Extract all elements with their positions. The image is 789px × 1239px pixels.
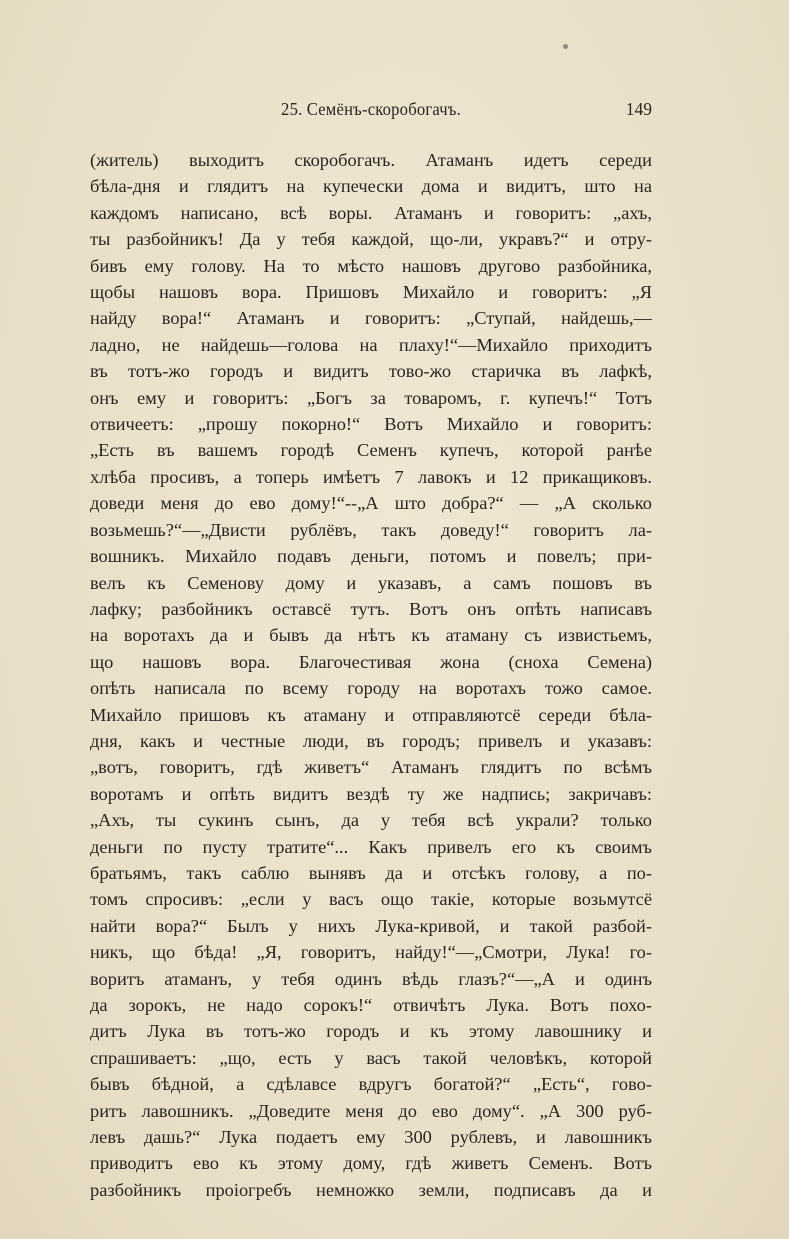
text-line: дня, какъ и честные люди, въ городъ; привелъ и указавъ: xyxy=(90,730,652,751)
text-line: на воротахъ да и бывъ да нѣтъ къ атаману съ извистьемъ, xyxy=(90,625,652,646)
text-line: вошникъ. Михайло подавъ деньги, потомъ и повелъ; при- xyxy=(90,546,652,567)
text-line: приводитъ ево къ этому дому, гдѣ живетъ Семенъ. Вотъ xyxy=(90,1153,652,1174)
text-line: братьямъ, такъ саблю вынявъ да и отсѣкъ голову, а по- xyxy=(90,862,652,883)
text-line: „Есть въ вашемъ городѣ Семенъ купечъ, которой ранѣе xyxy=(90,440,652,461)
text-line: бивъ ему голову. На то мѣсто нашовъ другово разбойника, xyxy=(90,255,652,276)
text-line: никъ, що бѣда! „Я, говоритъ, найду!“—„Смотри, Лука! го- xyxy=(90,942,652,963)
text-line: лафку; разбойникъ оставсё тутъ. Вотъ онъ опѣть написавъ xyxy=(90,598,652,619)
text-line: ты разбойникъ! Да у тебя каждой, що-ли, укравъ?“ и отру- xyxy=(90,229,652,250)
text-line: ритъ лавошникъ. „Доведите меня до ево дому“. „А 300 руб- xyxy=(90,1100,652,1121)
text-line: воротамъ и опѣть видитъ вездѣ ту же надпись; закричавъ: xyxy=(90,783,652,804)
text-line: каждомъ написано, всѣ воры. Атаманъ и говоритъ: „ахъ, xyxy=(90,202,652,223)
text-line: доведи меня до ево дому!“--„А што добра?“ — „А сколько xyxy=(90,493,652,514)
text-line: бывъ бѣдной, а сдѣлавсе вдругъ богатой?“ „Есть“, гово- xyxy=(90,1074,652,1095)
text-line: „Ахъ, ты сукинъ сынъ, да у тебя всѣ украли? только xyxy=(90,810,652,831)
text-line: „вотъ, говоритъ, гдѣ живетъ“ Атаманъ глядитъ по всѣмъ xyxy=(90,757,652,778)
page-number: 149 xyxy=(625,99,652,119)
text-line: ладно, не найдешь—голова на плаху!“—Михайло приходитъ xyxy=(90,334,652,355)
text-line: щобы нашовъ вора. Пришовъ Михайло и говоритъ: „Я xyxy=(90,282,652,303)
text-line: найти вора?“ Былъ у нихъ Лука-кривой, и такой разбой- xyxy=(90,915,652,936)
body-text xyxy=(90,147,652,1203)
text-line: хлѣба просивъ, а топерь имѣетъ 7 лавокъ и 12 прикащиковъ. xyxy=(90,466,652,487)
running-header xyxy=(90,99,652,123)
text-line: отвичеетъ: „прошу покорно!“ Вотъ Михайло и говоритъ: xyxy=(90,414,652,435)
text-line: (житель) выходитъ скоробогачъ. Атаманъ идетъ середи xyxy=(90,150,652,170)
text-line: дитъ Лука въ тотъ-жо городъ и къ этому лавошнику и xyxy=(90,1021,652,1042)
text-line: бѣла-дня и глядитъ на купечески дома и видитъ, што на xyxy=(90,176,652,197)
text-line: велъ къ Семенову дому и указавъ, а самъ пошовъ въ xyxy=(90,572,652,593)
text-line: левъ дашь?“ Лука подаетъ ему 300 рублевъ, и лавошникъ xyxy=(90,1127,652,1148)
text-line: спрашиваетъ: „що, есть у васъ такой человѣкъ, которой xyxy=(90,1047,652,1068)
text-line: онъ ему и говоритъ: „Богъ за товаромъ, г. купечъ!“ Тотъ xyxy=(90,387,652,408)
text-line: Михайло пришовъ къ атаману и отправляютсё середи бѣла- xyxy=(90,704,652,725)
ink-dot xyxy=(563,44,568,49)
text-line: да зорокъ, не надо сорокъ!“ отвичѣтъ Лука. Вотъ похо- xyxy=(90,995,652,1015)
text-line: опѣть написала по всему городу на воротахъ тожо самое. xyxy=(90,678,652,699)
text-line: разбойникъ проіогребъ немножко земли, подписавъ да и xyxy=(90,1179,652,1200)
text-line: томъ спросивъ: „если у васъ ощо такіе, которые возьмутсё xyxy=(90,889,652,910)
text-line: деньги по пусту тратите“... Какъ привелъ его къ своимъ xyxy=(90,836,652,857)
text-line: возьмешь?“—„Двисти рублёвъ, такъ доведу!“ говоритъ ла- xyxy=(90,519,652,540)
text-line: найду вора!“ Атаманъ и говоритъ: „Ступай, найдешь,— xyxy=(90,308,652,329)
text-line: що нашовъ вора. Благочестивая жона (сноха Семена) xyxy=(90,651,652,672)
text-line: воритъ атаманъ, у тебя одинъ вѣдь глазъ?“—„А и одинъ xyxy=(90,968,652,989)
text-line: въ тотъ-жо городъ и видитъ тово-жо старичка въ лафкѣ, xyxy=(90,361,652,382)
chapter-title: 25. Семёнъ-скоробогачъ. xyxy=(281,99,461,119)
